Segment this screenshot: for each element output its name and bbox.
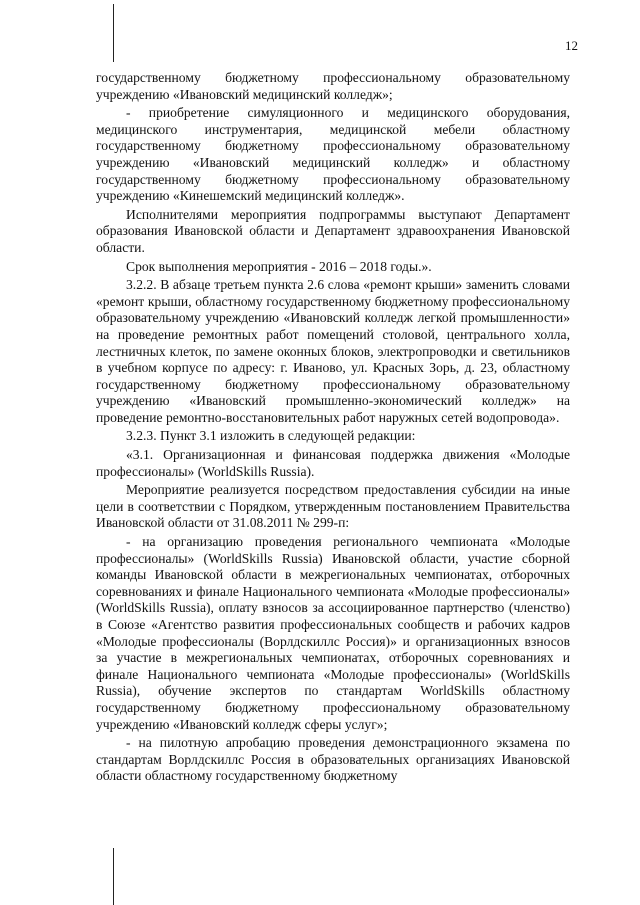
paragraph-4: Срок выполнения мероприятия - 2016 – 2018 годы.».: [126, 258, 432, 274]
margin-line-top: [113, 4, 114, 62]
paragraph-7: «3.1. Организационная и финансовая поддержка движения «Молодые профессионалы» (WorldSkills Russia).: [96, 447, 570, 479]
paragraph-2: - приобретение симуляционного и медицинского оборудования, медицинского инструментария, медицинской мебели областному государственному бюджетному профессиональному образовательному учреждению «Ивановский медицинский колледж» и областному государственному бюджетному профессиональному образовательному учреждению «Кинешемский медицинский колледж».: [96, 105, 570, 204]
paragraph-9: - на организацию проведения регионального чемпионата «Молодые профессионалы» (WorldSkills Russia) Ивановской области, участие сборной команды Ивановской области в межрегиональных чемпионатах, отборочных соревнованиях и финале Национального чемпионата «Молодые профессионалы» (WorldSkills Russia), оплату взносов за ассоциированное партнерство (членство) в Союзе «Агентство развития профессиональных сообществ и рабочих кадров «Молодые профессионалы (Ворлдскиллс Россия)» и организационных взносов за участие в межрегиональных чемпионатах, отборочных соревнованиях и финале Национального чемпионата «Молодые профессионалы» (WorldSkills Russia), обучение экспертов по стандартам WorldSkills областному государственному бюджетному профессиональному образовательному учреждению «Ивановский колледж сферы услуг»;: [96, 534, 570, 732]
paragraph-3: Исполнителями мероприятия подпрограммы выступают Департамент образования Ивановской области и Департамент здравоохранения Ивановской области.: [96, 206, 570, 255]
paragraph-6: 3.2.3. Пункт 3.1 изложить в следующей редакции:: [126, 428, 416, 444]
page-number: 12: [565, 38, 578, 53]
paragraph-10: - на пилотную апробацию проведения демонстрационного экзамена по стандартам Ворлдскиллс Россия в образовательных организациях Ивановской области областному государственному бюджетному: [96, 735, 570, 784]
paragraph-5: 3.2.2. В абзаце третьем пункта 2.6 слова «ремонт крыши» заменить словами «ремонт крыши, областному государственному бюджетному профессиональному образовательному учреждению «Ивановский колледж легкой промышленности» на проведение ремонтных работ помещений столовой, центрального холла, лестничных клеток, по замене оконных блоков, электропроводки и светильников в учебном корпусе по адресу: г. Иваново, ул. Красных Зорь, д. 23, областному государственному бюджетному профессиональному образовательному учреждению «Ивановский промышленно-экономический колледж» на проведение ремонтно-восстановительных работ наружных сетей водопровода».: [96, 277, 570, 425]
document-body: [96, 70, 570, 785]
paragraph-1: государственному бюджетному профессиональному образовательному учреждению «Ивановский медицинский колледж»;: [96, 70, 570, 102]
paragraph-8: Мероприятие реализуется посредством предоставления субсидии на иные цели в соответствии с Порядком, утвержденным постановлением Правительства Ивановской области от 31.08.2011 № 299-п:: [96, 482, 570, 531]
margin-line-bottom: [113, 848, 114, 905]
